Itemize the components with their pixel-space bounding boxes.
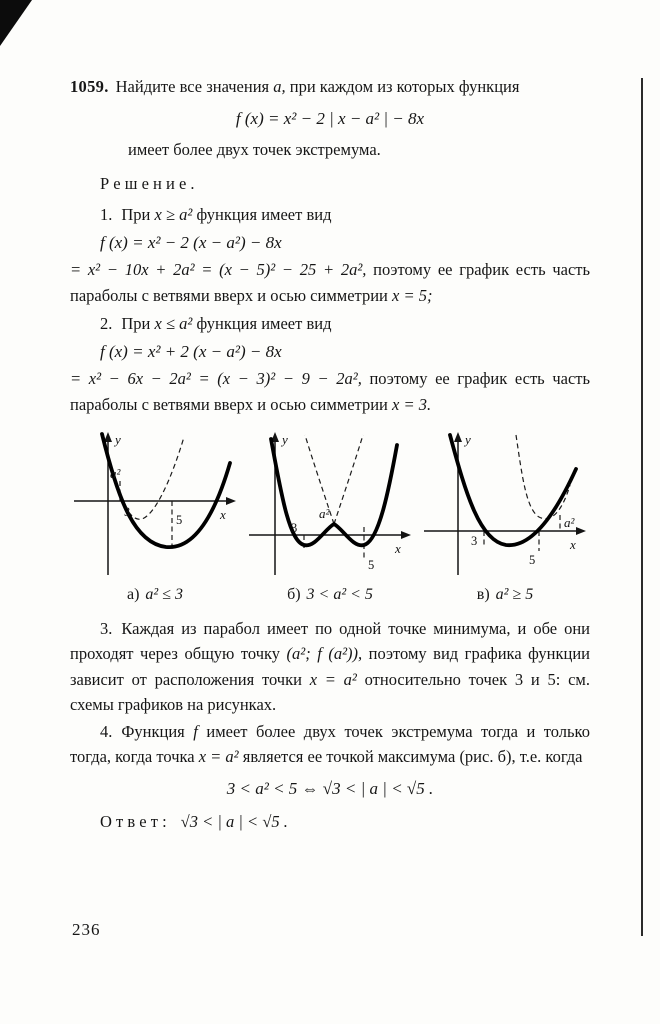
step2-intro-text-2: функция имеет вид [192,314,332,333]
tick-5-label: 5 [176,513,183,527]
step2-intro [100,311,590,337]
page-edge-line [641,78,643,936]
step3-text-2: поэтому вид графика функции зависит от расположения точки [70,644,591,689]
step1-continuation [70,257,590,308]
step4-formula: 3 < a² < 5 ⇔ √3 < | a | < √5 . [226,778,434,798]
step2-cont-math-2: x = 3. [392,394,432,414]
a2-label: a² [110,466,121,481]
figure-b [247,429,413,608]
figure-a-caption-formula: a² ≤ 3 [145,586,183,603]
step4-text-1: Функция [121,721,194,741]
step3-text-1: Каждая из парабол имеет по одной точке минимума, и обе они проходят через общую точку [70,618,590,663]
figure-a [72,429,238,608]
step3-number: 3. [100,618,113,638]
step2-intro-text: При [121,314,155,333]
figure-c [422,429,588,608]
solution-heading: Р е ш е н и е . [100,173,195,193]
step4-text-2: имеет более двух точек экстремума тогда и только тогда, когда точка [70,721,590,766]
figure-a-caption [72,582,238,608]
step4-math-2: x = a² [198,747,239,766]
figure-c-graph [422,429,588,579]
step2-cont-text: поэтому ее график есть часть параболы с ветвями вверх и осью симметрии [70,369,591,414]
x-axis-label: x [395,541,401,556]
problem-number: 1059. [70,77,109,96]
y-axis-arrow [454,432,462,442]
main-formula: f (x) = x² − 2 | x − a² | − 8x [235,108,425,128]
solid-curve [271,439,397,545]
step1-cont-math-1: = x² − 10x + 2a² = (x − 5)² − 25 + 2a², [70,260,367,279]
step3-math-2: x = a² [309,669,357,689]
step1-intro [100,202,590,228]
step4-paragraph [70,719,590,770]
step4-text-3: является ее точкой максимума (рис. б), т.е. когда [238,747,583,766]
answer-line [100,809,590,835]
a2-label: a² [319,506,330,521]
corner-fold-mark [0,0,32,46]
tick-5-label: 5 [529,553,536,567]
figure-b-graph [247,429,413,579]
step1-intro-math: x ≥ a² [154,205,193,224]
x-axis-arrow [226,497,236,505]
x-axis-arrow [401,531,411,539]
problem-text-1: Найдите все значения [115,77,274,96]
step1-intro-text-2: функция имеет вид [192,205,332,224]
figure-b-caption-label: б) [287,586,301,603]
y-axis-label: y [115,432,121,447]
step1-number: 1. [100,205,113,224]
step1-formula: f (x) = x² − 2 (x − a²) − 8x [100,232,282,252]
step2-intro-math: x ≤ a² [154,314,193,333]
tick-3-label: 3 [124,505,131,519]
tick-3-label: 3 [471,534,478,548]
step2-number: 2. [100,314,113,333]
step2-cont-math-1: = x² − 6x − 2a² = (x − 3)² − 9 − 2a², [70,369,362,388]
figure-c-caption-formula: a² ≥ 5 [495,586,534,603]
figure-a-graph [72,429,238,579]
step4-number: 4. [100,721,113,741]
answer-label: О т в е т : [100,812,167,831]
step1-intro-text: При [121,205,155,224]
x-axis-arrow [576,527,586,535]
step3-text-3: относительно точек 3 и 5: см. схемы графиков на рисунках. [70,669,590,714]
step3-paragraph [70,616,590,718]
solid-curve [102,434,230,547]
problem-text-2: при каждом из которых функция [285,77,520,96]
x-axis-label: x [570,537,576,552]
y-axis-label: y [282,432,288,447]
tick-5-label: 5 [368,558,375,572]
y-axis-label: y [465,432,471,447]
figure-c-caption-label: в) [476,586,490,603]
step2-continuation [70,366,590,417]
figure-c-caption [422,582,588,608]
dashed-parabola-right-branch [334,435,363,524]
x-axis-label: x [220,507,226,522]
step3-math-1: (a²; f (a²)), [286,644,363,663]
step1-cont-text: поэтому ее график есть часть параболы с ветвями вверх и осью симметрии [70,260,591,305]
problem-condition-tail: имеет более двух точек экстремума. [128,140,381,159]
figures-row [70,429,590,608]
problem-math-a: a, [273,77,286,96]
problem-statement [70,74,593,100]
a2-label: a² [564,515,575,530]
solid-curve [450,435,576,545]
dashed-parabola [516,435,570,519]
answer-formula: √3 < | a | < √5 . [180,812,288,831]
tick-3-label: 3 [291,521,298,535]
figure-a-caption-label: а) [126,586,140,603]
step4-math-1: f [193,721,198,741]
page-number: 236 [72,920,101,939]
step2-formula: f (x) = x² + 2 (x − a²) − 8x [100,341,282,361]
step1-cont-math-2: x = 5; [392,285,433,305]
page-content [70,74,590,835]
figure-b-caption-formula: 3 < a² < 5 [306,586,373,603]
figure-b-caption [247,582,413,608]
